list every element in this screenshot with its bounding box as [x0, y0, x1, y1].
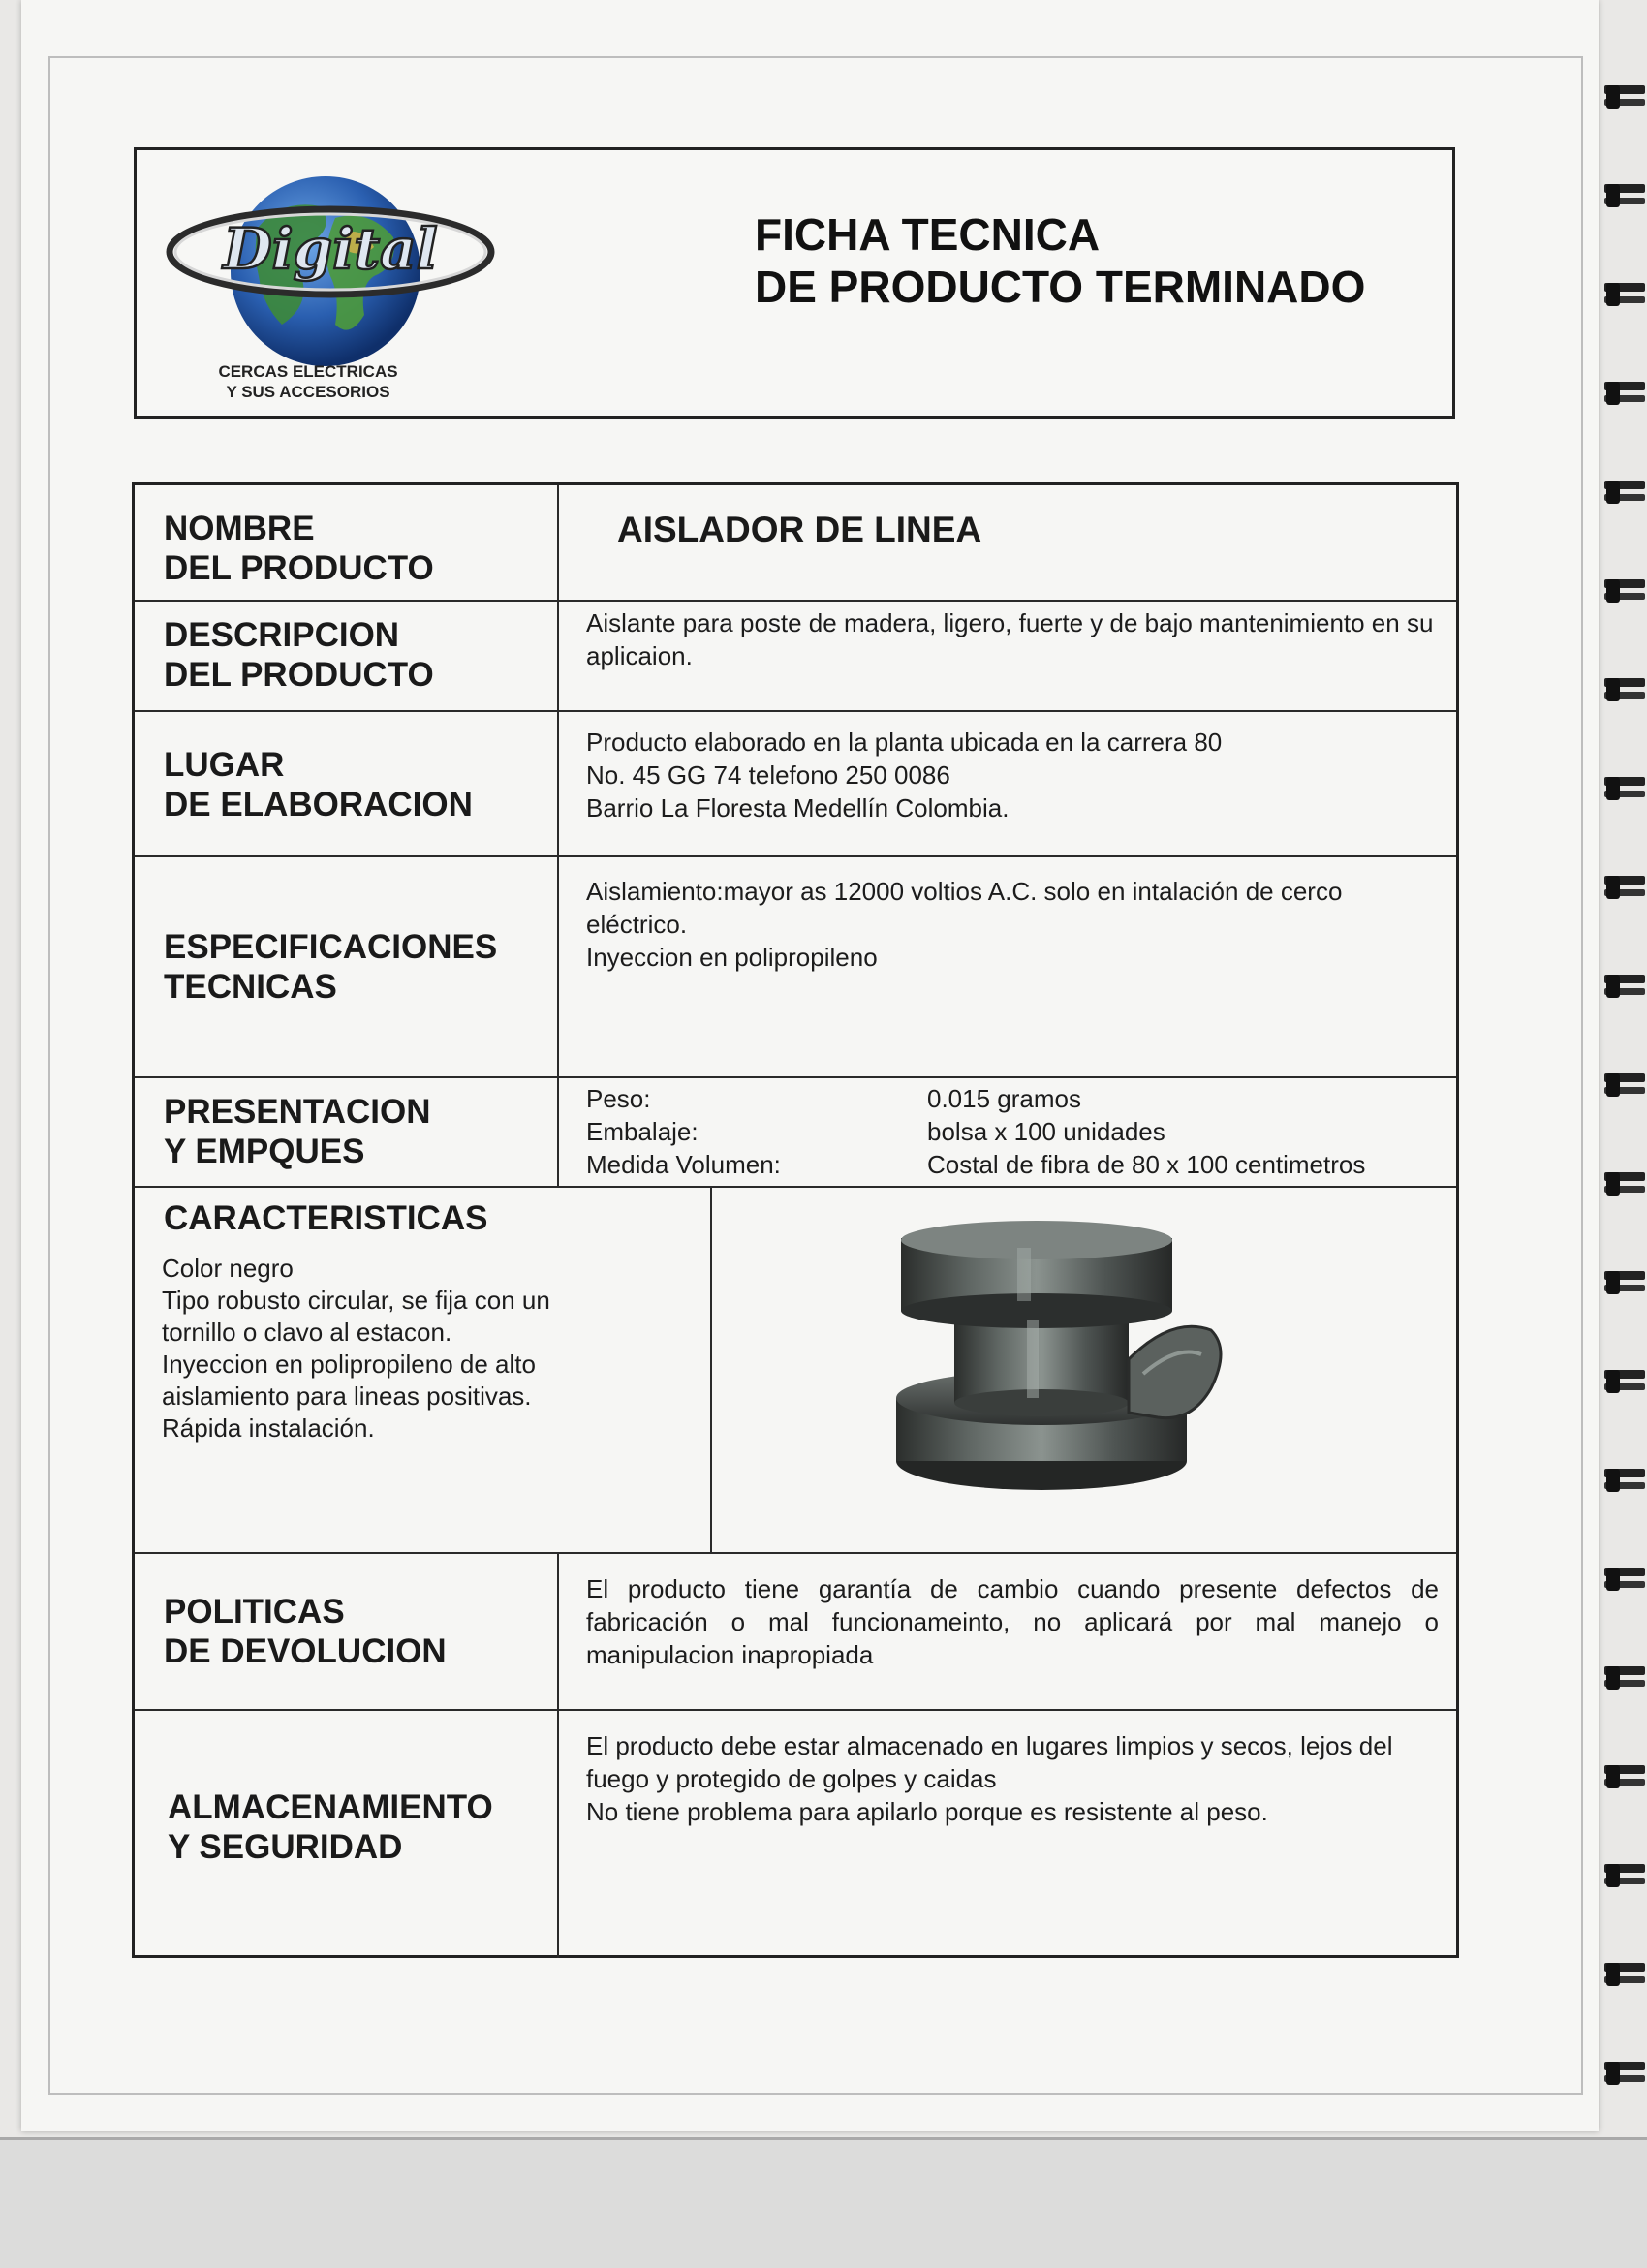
binding-ring: [1600, 1864, 1645, 1889]
binding-ring: [1600, 1469, 1645, 1494]
binding-ring: [1600, 1370, 1645, 1395]
binding-ring: [1600, 579, 1645, 605]
lugar-value: Producto elaborado en la planta ubicada en la carrera 80 No. 45 GG 74 telefono 250 0086 Barrio La Floresta Medellín Colombia.: [586, 728, 1223, 823]
header-box: [134, 147, 1455, 419]
especificaciones-label: ESPECIFICACIONES TECNICAS: [164, 928, 498, 1006]
lugar-label: LUGAR DE ELABORACION: [164, 746, 473, 823]
binding-ring: [1600, 1172, 1645, 1197]
row-divider: [135, 1186, 1456, 1188]
binding-ring: [1600, 876, 1645, 901]
caracteristica-line: Rápida instalación.: [162, 1414, 375, 1443]
caracteristica-line: Color negro: [162, 1254, 294, 1283]
row-divider: [135, 710, 1456, 712]
presentacion-label: PRESENTACION Y EMPQUES: [164, 1093, 431, 1170]
embalaje-value: bolsa x 100 unidades: [927, 1117, 1165, 1146]
product-photo: [882, 1219, 1240, 1509]
peso-label: Peso:: [586, 1084, 651, 1113]
politicas-value: El producto tiene garantía de cambio cuando presente defectos de fabricación o mal funcionameinto, no aplicará por mal manejo o manipulacion inapropiada: [586, 1574, 1439, 1669]
column-divider: [710, 1186, 712, 1552]
presentacion-values: [927, 1082, 1365, 1181]
medida-volumen-value: Costal de fibra de 80 x 100 centimetros: [927, 1150, 1366, 1179]
binding-ring: [1600, 481, 1645, 506]
almacenamiento-label: ALMACENAMIENTO Y SEGURIDAD: [168, 1788, 493, 1866]
nombre-label: NOMBRE DEL PRODUCTO: [164, 510, 434, 587]
product-name: AISLADOR DE LINEA: [617, 510, 982, 549]
spiral-binding: [1597, 0, 1647, 2131]
descripcion-value: Aislante para poste de madera, ligero, fuerte y de bajo mantenimiento en su aplicaion.: [586, 608, 1434, 670]
binding-ring: [1600, 184, 1645, 209]
binding-ring: [1600, 1271, 1645, 1296]
especificaciones-value: Aislamiento:mayor as 12000 voltios A.C. solo en intalación de cerco eléctrico. Inyeccion en polipropileno: [586, 877, 1343, 972]
politicas-label: POLITICAS DE DEVOLUCION: [164, 1593, 447, 1670]
caracteristicas-label: CARACTERISTICAS: [164, 1199, 488, 1237]
row-divider: [135, 855, 1456, 857]
binding-ring: [1600, 85, 1645, 110]
logo-subtitle-line1: CERCAS ELECTRICAS: [218, 362, 398, 381]
column-divider: [557, 485, 559, 1186]
almacenamiento-value: El producto debe estar almacenado en lugares limpios y secos, lejos del fuego y protegido de golpes y caidas No tiene problema para apilarlo porque es resistente al peso.: [586, 1731, 1393, 1826]
caracteristicas-text: [162, 1253, 617, 1445]
embalaje-label: Embalaje:: [586, 1117, 699, 1146]
product-sheet-table: [132, 482, 1459, 1958]
caracteristica-line: Tipo robusto circular, se fija con un tornillo o clavo al estacon.: [162, 1286, 550, 1347]
binding-ring: [1600, 283, 1645, 308]
svg-text:Digital: Digital: [223, 216, 438, 282]
binding-ring: [1600, 382, 1645, 407]
row-divider: [135, 600, 1456, 602]
binding-ring: [1600, 678, 1645, 703]
row-divider: [135, 1709, 1456, 1711]
descripcion-label: DESCRIPCION DEL PRODUCTO: [164, 616, 434, 694]
logo-subtitle: [197, 361, 420, 402]
row-divider: [135, 1076, 1456, 1078]
caracteristica-line: Inyeccion en polipropileno de alto aislamiento para lineas positivas.: [162, 1350, 536, 1411]
binding-ring: [1600, 1568, 1645, 1593]
binding-ring: [1600, 777, 1645, 802]
binding-ring: [1600, 1963, 1645, 1988]
scanner-bed-strip: [0, 2137, 1647, 2268]
row-divider: [135, 1552, 1456, 1554]
document-title: FICHA TECNICA DE PRODUCTO TERMINADO: [755, 209, 1366, 312]
binding-ring: [1600, 1666, 1645, 1692]
presentacion-names: [586, 1082, 781, 1181]
binding-ring: [1600, 1765, 1645, 1790]
binding-ring: [1600, 975, 1645, 1000]
binding-ring: [1600, 1073, 1645, 1099]
column-divider: [557, 1552, 559, 1958]
peso-value: 0.015 gramos: [927, 1084, 1081, 1113]
medida-volumen-label: Medida Volumen:: [586, 1150, 781, 1179]
binding-ring: [1600, 2062, 1645, 2087]
logo-subtitle-line2: Y SUS ACCESORIOS: [226, 383, 390, 401]
